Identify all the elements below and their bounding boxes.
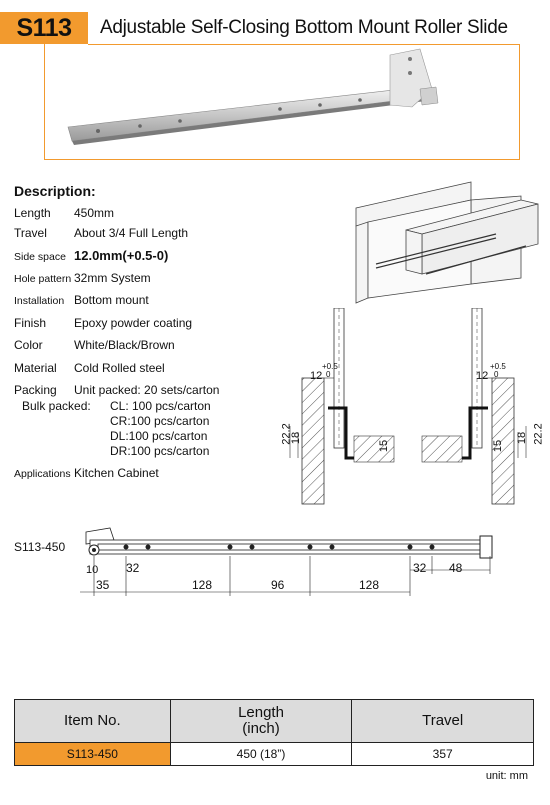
bulk-item: DR:100 pcs/carton <box>110 444 210 458</box>
dim-height: 15 <box>492 439 505 453</box>
description-heading: Description: <box>14 183 96 199</box>
cabinet-illustration <box>296 178 542 308</box>
table-header-row <box>15 700 534 743</box>
dim-bottom: 128 <box>359 578 380 592</box>
dim-top: 32 <box>126 561 140 575</box>
col-length: Length (inch) <box>170 700 352 743</box>
bulk-item: CR:100 pcs/carton <box>110 414 210 428</box>
spec-side-space: Side space 12.0mm(+0.5-0) <box>14 248 169 263</box>
bulk-item: CL: 100 pcs/carton <box>110 399 211 413</box>
unit-note: unit: mm <box>485 770 528 782</box>
spec-installation: Installation Bottom mount <box>14 293 149 307</box>
dim-height: 18 <box>516 431 529 445</box>
model-badge: S113 <box>0 12 88 44</box>
product-photo <box>60 45 480 155</box>
dim-height: 22.2 <box>280 423 293 445</box>
spec-packing: Packing Unit packed: 20 sets/carton <box>14 383 220 397</box>
dim-side-space-right: 12 <box>476 370 489 382</box>
dim-height: 15 <box>378 439 391 453</box>
dim-tolerance: +0.5 <box>322 362 338 371</box>
spec-material: Material Cold Rolled steel <box>14 361 165 375</box>
spec-hole-pattern: Hole pattern 32mm System <box>14 271 151 285</box>
spec-color: Color White/Black/Brown <box>14 338 175 352</box>
dim-side-space-left: 12 <box>310 370 323 382</box>
side-drawing-model: S113-450 <box>14 540 66 554</box>
dim-bottom: 35 <box>96 578 110 592</box>
spec-applications: Applications Kitchen Cabinet <box>14 466 159 480</box>
dim-top: 32 <box>413 561 427 575</box>
col-item: Item No. <box>15 700 171 743</box>
dim-height: 22.2 <box>532 423 545 445</box>
dim-bottom: 128 <box>192 578 213 592</box>
table-row <box>15 743 534 766</box>
bulk-item: DL:100 pcs/carton <box>110 429 208 443</box>
dim-tolerance: 0 <box>326 370 331 379</box>
cell-length: 450 (18”) <box>170 743 352 766</box>
spec-travel: Travel About 3/4 Full Length <box>14 226 189 240</box>
dim-bottom: 96 <box>271 578 285 592</box>
dim-tolerance: +0.5 <box>490 362 506 371</box>
spec-length: Length 450mm <box>14 206 115 220</box>
cell-travel: 357 <box>352 743 534 766</box>
section-drawing <box>272 308 546 508</box>
dim-top: 10 <box>86 564 99 576</box>
bulk-packed-label: Bulk packed: <box>22 399 91 413</box>
page-title: Adjustable Self-Closing Bottom Mount Roller Slide <box>100 17 508 38</box>
spec-table <box>14 699 534 766</box>
spec-finish: Finish Epoxy powder coating <box>14 316 193 330</box>
dim-tolerance: 0 <box>494 370 499 379</box>
side-drawing <box>80 522 520 596</box>
dim-top: 48 <box>449 561 463 575</box>
dim-height: 18 <box>290 431 303 445</box>
col-travel: Travel <box>352 700 534 743</box>
cell-item: S113-450 <box>15 743 171 766</box>
